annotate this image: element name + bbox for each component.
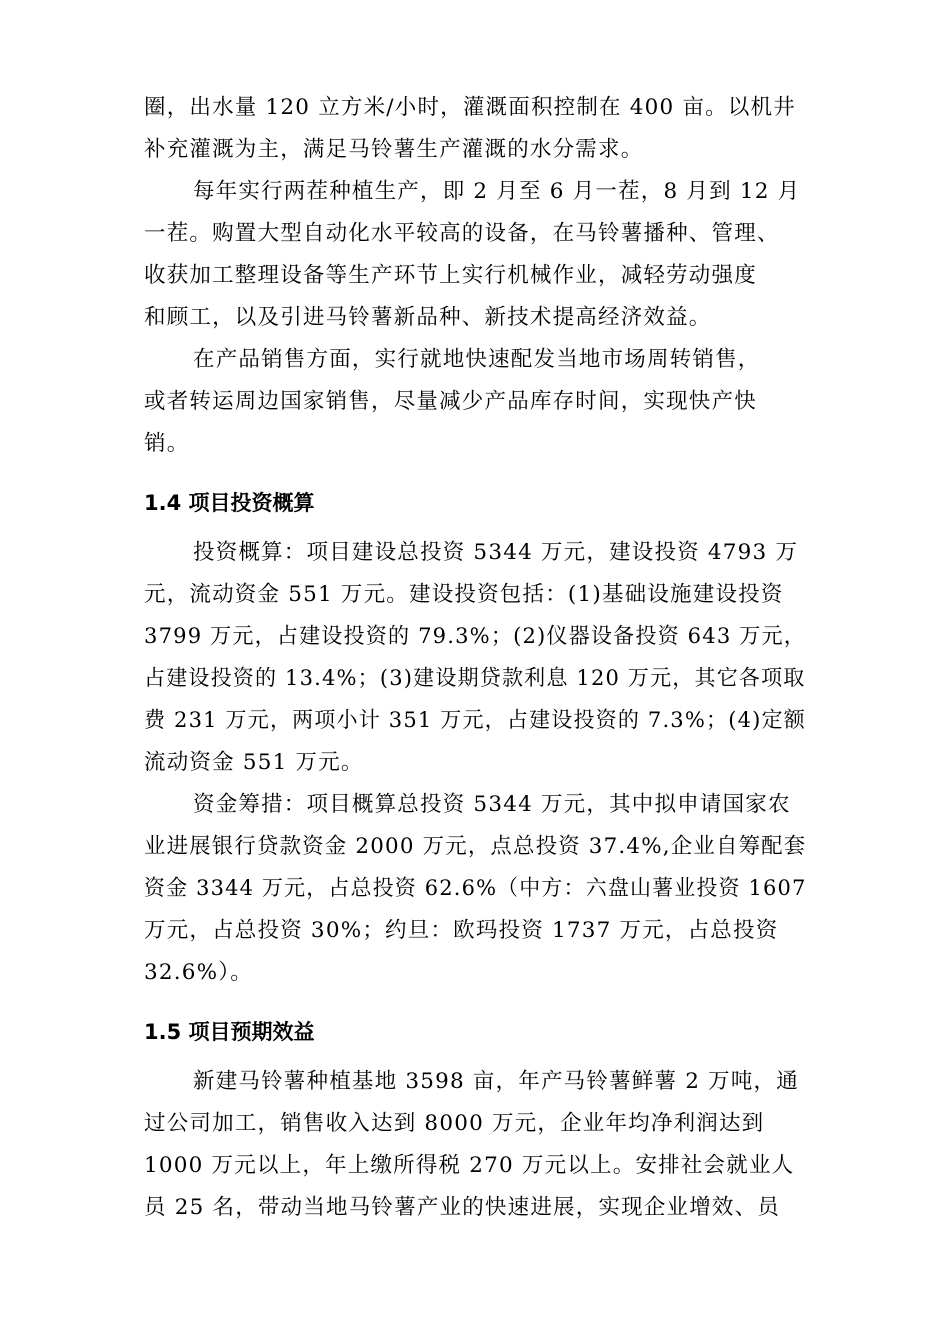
text-line: 新建马铃薯种植基地 3598 亩，年产马铃薯鲜薯 2 万吨，通 [193, 1069, 799, 1094]
text-line: 万元，占总投资 30%；约旦：欧玛投资 1737 万元，占总投资 [144, 918, 779, 943]
text-line: 圈，出水量 120 立方米/小时，灌溉面积控制在 400 亩。以机井 [144, 95, 796, 120]
text-line: 3799 万元，占建设投资的 79.3%；(2)仪器设备投资 643 万元， [144, 624, 806, 649]
text-line: 32.6%）。 [144, 960, 253, 985]
text-line: 每年实行两茬种植生产，即 2 月至 6 月一茬，8 月到 12 月 [193, 179, 801, 204]
text-line: 资金 3344 万元，占总投资 62.6%（中方：六盘山薯业投资 1607 [144, 876, 807, 901]
text-line: 补充灌溉为主，满足马铃薯生产灌溉的水分需求。 [144, 137, 644, 162]
text-line: 投资概算：项目建设总投资 5344 万元，建设投资 4793 万 [193, 540, 799, 565]
text-line: 在产品销售方面，实行就地快速配发当地市场周转销售， [193, 347, 761, 372]
text-line: 或者转运周边国家销售，尽量减少产品库存时间，实现快产快 [144, 389, 757, 414]
text-line: 占建设投资的 13.4%；(3)建设期贷款利息 120 万元，其它各项取 [144, 666, 806, 691]
text-line: 收获加工整理设备等生产环节上实行机械作业，减轻劳动强度 [144, 263, 757, 288]
text-line: 元，流动资金 551 万元。建设投资包括：(1)基础设施建设投资 [144, 582, 784, 607]
text-line: 资金筹措：项目概算总投资 5344 万元，其中拟申请国家农 [193, 792, 791, 817]
section-heading: 1.5 项目预期效益 [144, 1020, 315, 1044]
text-line: 费 231 万元，两项小计 351 万元，占建设投资的 7.3%；(4)定额 [144, 708, 806, 733]
section-heading: 1.4 项目投资概算 [144, 491, 315, 515]
text-line: 和顾工，以及引进马铃薯新品种、新技术提高经济效益。 [144, 305, 712, 330]
text-line: 过公司加工，销售收入达到 8000 万元，企业年均净利润达到 [144, 1111, 765, 1136]
text-line: 员 25 名，带动当地马铃薯产业的快速进展，实现企业增效、员 [144, 1195, 781, 1220]
text-line: 业进展银行贷款资金 2000 万元，点总投资 37.4%,企业自筹配套 [144, 834, 807, 859]
text-line: 1000 万元以上，年上缴所得税 270 万元以上。安排社会就业人 [144, 1153, 795, 1178]
text-line: 销。 [144, 431, 190, 456]
text-line: 一茬。购置大型自动化水平较高的设备，在马铃薯播种、管理、 [144, 221, 780, 246]
text-line: 流动资金 551 万元。 [144, 750, 364, 775]
